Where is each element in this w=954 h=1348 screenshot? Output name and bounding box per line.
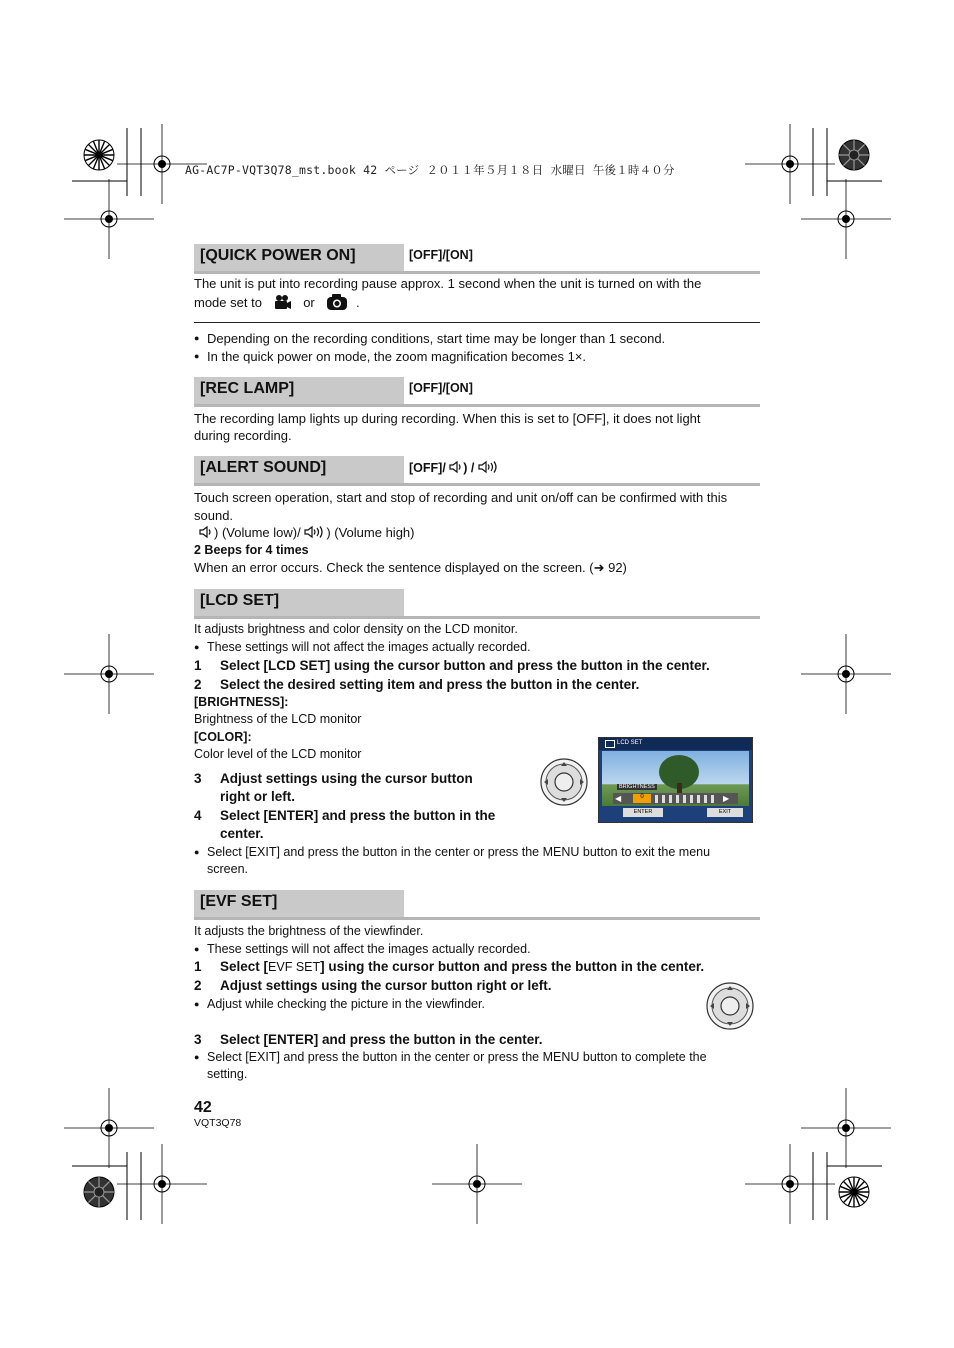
cursor-button-icon xyxy=(540,758,588,806)
section-title: [REC LAMP] xyxy=(200,380,295,397)
quick-power-desc-2: mode set to or . xyxy=(194,295,360,310)
alert-beeps-text: When an error occurs. Check the sentence displayed on the screen. (➜ 92) xyxy=(194,560,627,575)
screen-item: BRIGHTNESS xyxy=(619,784,655,790)
speaker-high-icon xyxy=(478,460,500,474)
quick-power-desc-1: The unit is put into recording pause approx. 1 second when the unit is turned on with the xyxy=(194,276,702,291)
section-options: [OFF]/[ON] xyxy=(409,381,473,395)
lcd-note-2a: ● Select [EXIT] and press the button in the center or press the MENU button to exit the menu xyxy=(194,844,760,861)
brightness-label: [BRIGHTNESS]: xyxy=(194,695,289,709)
section-options: [OFF]/[ON] xyxy=(409,248,473,262)
section-lcd-set xyxy=(194,589,760,619)
document-code: VQT3Q78 xyxy=(194,1117,242,1129)
evf-note-3a: ● Select [EXIT] and press the button in the center or press the MENU button to complete the xyxy=(194,1049,760,1066)
evf-note-2: ● Adjust while checking the picture in the viewfinder. xyxy=(194,996,687,1013)
rec-lamp-desc-1: The recording lamp lights up during recording. When this is set to [OFF], it does not light xyxy=(194,411,701,426)
screen-value: 0 xyxy=(633,794,651,803)
section-title: [QUICK POWER ON] xyxy=(200,247,356,264)
divider xyxy=(194,322,760,323)
quick-power-note-1: ● Depending on the recording conditions, start time may be longer than 1 second. xyxy=(194,330,760,347)
cursor-button-icon xyxy=(706,982,754,1030)
screen-enter-button: ENTER xyxy=(623,808,663,817)
section-options: [OFF]/ ) / xyxy=(409,460,500,475)
page-number: 42 xyxy=(194,1099,212,1116)
screen-level-bars xyxy=(655,795,715,803)
quick-power-note-2: ● In the quick power on mode, the zoom magnification becomes 1×. xyxy=(194,348,760,365)
print-header: AG-AC7P-VQT3Q78_mst.book 42 ページ ２０１１年５月１８日 水曜日 午後１時４０分 xyxy=(185,163,675,177)
alert-sound-desc-1: Touch screen operation, start and stop of recording and unit on/off can be confirmed with this xyxy=(194,490,728,505)
lcd-set-screen xyxy=(598,737,753,823)
alert-sound-volume: ) (Volume low)/ ) (Volume high) xyxy=(194,524,414,542)
evf-note-1: ● These settings will not affect the images actually recorded. xyxy=(194,941,760,958)
movie-camera-icon xyxy=(272,294,292,310)
screen-right-arrow: ▶ xyxy=(723,794,730,803)
brightness-desc: Brightness of the LCD monitor xyxy=(194,712,362,726)
screen-left-arrow: ◀ xyxy=(615,794,622,803)
section-quick-power-on xyxy=(194,244,760,274)
evf-note-3b: setting. xyxy=(207,1067,248,1081)
screen-exit-button: EXIT xyxy=(707,808,743,817)
section-alert-sound xyxy=(194,456,760,486)
speaker-low-icon xyxy=(449,460,463,474)
speaker-low-icon xyxy=(198,525,214,539)
section-evf-set xyxy=(194,890,760,920)
screen-title: LCD SET xyxy=(617,740,643,746)
section-rec-lamp xyxy=(194,377,760,407)
color-desc: Color level of the LCD monitor xyxy=(194,747,362,761)
lcd-note-1: ● These settings will not affect the images actually recorded. xyxy=(194,639,760,656)
section-title: [LCD SET] xyxy=(200,592,280,609)
lcd-intro: It adjusts brightness and color density on the LCD monitor. xyxy=(194,622,518,636)
lcd-note-2b: screen. xyxy=(207,862,248,876)
still-camera-icon xyxy=(326,293,348,311)
alert-sound-desc-2: sound. xyxy=(194,508,234,523)
section-title: [EVF SET] xyxy=(200,893,278,910)
evf-intro: It adjusts the brightness of the viewfinder. xyxy=(194,924,424,938)
speaker-high-icon xyxy=(304,525,326,539)
color-label: [COLOR]: xyxy=(194,730,252,744)
rec-lamp-desc-2: during recording. xyxy=(194,428,292,443)
section-title: [ALERT SOUND] xyxy=(200,459,327,476)
alert-beeps-heading: 2 Beeps for 4 times xyxy=(194,543,309,557)
screen-title-icon xyxy=(605,740,615,748)
